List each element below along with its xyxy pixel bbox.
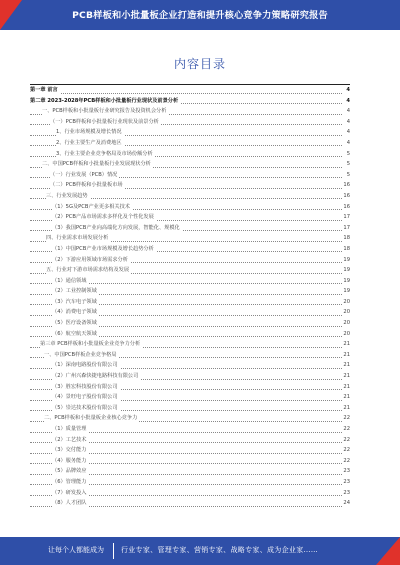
toc-entry-page: 18 <box>342 233 350 244</box>
toc-entry[interactable] <box>30 96 350 107</box>
toc-entry[interactable] <box>30 106 350 117</box>
toc-entry-title: （2）工艺技术 <box>52 435 88 446</box>
toc-entry-page: 17 <box>342 223 350 234</box>
toc-entry-title: （8）人才团队 <box>52 498 88 509</box>
toc-entry[interactable] <box>30 170 350 181</box>
toc-entry[interactable] <box>30 498 350 509</box>
toc-entry-page: 21 <box>342 371 350 382</box>
toc-entry-page: 4 <box>346 138 350 149</box>
toc-heading: 内容目录 <box>173 57 226 71</box>
toc-entry-title: 三、行业发展趋势 <box>46 191 90 202</box>
toc-dot-leader <box>30 85 342 94</box>
toc-entry-title: （3）交付能力 <box>52 445 88 456</box>
toc-entry-title: （一）行业发展（PCB）情况 <box>50 170 119 181</box>
toc-entry-title: （2）工业控制领域 <box>52 286 99 297</box>
toc-entry[interactable] <box>30 265 350 276</box>
toc-entry[interactable] <box>30 371 350 382</box>
footer-slogan-right: 行业专家、管理专家、营销专家、战略专家、成为企业家…… <box>121 546 319 554</box>
toc-entry-title: （2）PCB产品市场需求多样化及个性化发展 <box>52 212 156 223</box>
toc-entry-page: 19 <box>342 265 350 276</box>
toc-entry[interactable] <box>30 329 350 340</box>
toc-entry[interactable] <box>30 435 350 446</box>
toc-entry-title: （5）医疗设备领域 <box>52 318 99 329</box>
toc-entry-page: 4 <box>346 117 350 128</box>
table-of-contents <box>30 85 350 509</box>
toc-entry[interactable] <box>30 212 350 223</box>
toc-entry-page: 21 <box>342 339 350 350</box>
toc-entry-page: 22 <box>342 456 350 467</box>
toc-entry-page: 20 <box>342 318 350 329</box>
toc-entry-title: （1）通信领域 <box>52 276 88 287</box>
toc-entry-page: 24 <box>342 498 350 509</box>
toc-entry-page: 20 <box>342 307 350 318</box>
toc-entry-title: 二、PCB样板和小批量板企业核心竞争力 <box>44 413 139 424</box>
toc-entry-title: （4）景旺电子股份有限公司 <box>52 392 120 403</box>
toc-entry-page: 4 <box>346 106 350 117</box>
toc-entry-title: （3）胜宏科技股份有限公司 <box>52 382 120 393</box>
toc-entry[interactable] <box>30 382 350 393</box>
toc-entry-page: 21 <box>342 350 350 361</box>
toc-entry-title: （2）广州兴森快捷电路科技有限公司 <box>52 371 140 382</box>
toc-entry[interactable] <box>30 159 350 170</box>
toc-entry[interactable] <box>30 127 350 138</box>
toc-entry[interactable] <box>30 392 350 403</box>
toc-entry-title: （2）下游应用领域市场需求分析 <box>52 255 130 266</box>
toc-entry[interactable] <box>30 191 350 202</box>
toc-entry-page: 4 <box>346 127 350 138</box>
toc-entry-page: 19 <box>342 255 350 266</box>
toc-entry[interactable] <box>30 318 350 329</box>
toc-entry-title: 第一章 前言 <box>30 85 60 96</box>
toc-entry-page: 21 <box>342 392 350 403</box>
toc-entry-title: 四、行业需求市场发展分析 <box>46 233 110 244</box>
toc-entry-title: （1）5G及PCB产业更多相关技术 <box>52 202 132 213</box>
toc-entry-page: 17 <box>342 212 350 223</box>
toc-entry[interactable] <box>30 488 350 499</box>
toc-entry-title: （5）崇达技术股份有限公司 <box>52 403 120 414</box>
toc-entry-title: （6）航空航天领域 <box>52 329 99 340</box>
toc-entry-page: 21 <box>342 360 350 371</box>
toc-entry-page: 5 <box>346 159 350 170</box>
toc-entry-page: 21 <box>342 403 350 414</box>
report-header-bar <box>0 0 400 30</box>
toc-entry-page: 22 <box>342 445 350 456</box>
toc-entry-title: （7）研发投入 <box>52 488 88 499</box>
report-footer-bar <box>0 537 400 565</box>
toc-entry[interactable] <box>30 244 350 255</box>
toc-entry-page: 4 <box>345 96 350 107</box>
toc-entry-title: 第二章 2023-2028年PCB样板和小批量板行业现状及前景分析 <box>30 96 180 107</box>
toc-entry-page: 19 <box>342 276 350 287</box>
toc-entry-title: （1）质量管理 <box>52 424 88 435</box>
toc-entry-title: （3）我国PCB产业向高端化方向发展，智能化、规模化 <box>52 223 182 234</box>
toc-entry-page: 22 <box>342 413 350 424</box>
toc-entry-title: 一、PCB样板和小批量板行业研究报告及投资机会分析 <box>42 106 168 117</box>
toc-entry-page: 20 <box>342 329 350 340</box>
toc-entry-title: 1、行业市场规模及增长情况 <box>56 127 124 138</box>
toc-entry-title: 二、中国PCB样板和小批量板行业发展现状分析 <box>42 159 153 170</box>
toc-entry[interactable] <box>30 138 350 149</box>
toc-entry-page: 5 <box>346 170 350 181</box>
toc-entry-page: 18 <box>342 244 350 255</box>
toc-entry-title: 第三章 PCB样板和小批量板企业竞争力分析 <box>40 339 142 350</box>
toc-entry-page: 22 <box>342 435 350 446</box>
toc-entry[interactable] <box>30 307 350 318</box>
toc-entry-title: （一）PCB样板和小批量板行业现状及前景分析 <box>50 117 161 128</box>
toc-entry-page: 23 <box>342 488 350 499</box>
toc-entry-title: （6）管理能力 <box>52 477 88 488</box>
report-title: PCB样板和小批量板企业打造和提升核心竞争力策略研究报告 <box>72 10 328 21</box>
toc-entry[interactable] <box>30 202 350 213</box>
toc-entry[interactable] <box>30 276 350 287</box>
toc-entry-title: （4）消费电子领域 <box>52 307 99 318</box>
toc-entry[interactable] <box>30 255 350 266</box>
toc-entry-title: 五、行业对下游市场需求结构及发展 <box>46 265 131 276</box>
toc-entry-title: 3、行业主要企业竞争格局及市场份额分析 <box>56 149 155 160</box>
toc-entry-page: 16 <box>342 202 350 213</box>
toc-entry[interactable] <box>30 424 350 435</box>
toc-entry-title: （4）服务能力 <box>52 456 88 467</box>
toc-entry[interactable] <box>30 339 350 350</box>
toc-entry-page: 16 <box>342 191 350 202</box>
toc-entry[interactable] <box>30 350 350 361</box>
toc-entry-page: 5 <box>346 149 350 160</box>
toc-entry-title: （5）品牌效应 <box>52 466 88 477</box>
toc-entry-title: （1）深南电路股份有限公司 <box>52 360 120 371</box>
toc-entry-page: 22 <box>342 424 350 435</box>
footer-separator <box>113 543 114 559</box>
toc-entry-page: 20 <box>342 297 350 308</box>
toc-entry[interactable] <box>30 149 350 160</box>
footer-slogan-left: 让每个人都能成为 <box>48 546 104 554</box>
toc-entry-page: 19 <box>342 286 350 297</box>
toc-entry[interactable] <box>30 286 350 297</box>
toc-entry-title: （1）中国PCB产业市场规模及增长趋势分析 <box>52 244 156 255</box>
toc-entry[interactable] <box>30 85 350 96</box>
toc-entry-page: 16 <box>342 180 350 191</box>
toc-entry[interactable] <box>30 117 350 128</box>
toc-entry-page: 4 <box>345 85 350 96</box>
toc-entry[interactable] <box>30 456 350 467</box>
toc-entry[interactable] <box>30 297 350 308</box>
toc-entry[interactable] <box>30 477 350 488</box>
footer-red-corner <box>376 537 400 565</box>
toc-entry[interactable] <box>30 466 350 477</box>
toc-entry-title: （3）汽车电子领域 <box>52 297 99 308</box>
toc-entry[interactable] <box>30 445 350 456</box>
toc-entry[interactable] <box>30 360 350 371</box>
toc-entry-page: 23 <box>342 477 350 488</box>
toc-entry[interactable] <box>30 223 350 234</box>
toc-entry[interactable] <box>30 233 350 244</box>
toc-entry-page: 23 <box>342 466 350 477</box>
toc-entry-title: 2、行业主要生产及消费地区 <box>56 138 124 149</box>
toc-entry[interactable] <box>30 180 350 191</box>
toc-entry-title: （二）PCB样板和小批量板市场 <box>50 180 125 191</box>
toc-entry[interactable] <box>30 403 350 414</box>
toc-entry[interactable] <box>30 413 350 424</box>
toc-entry-title: 一、中国PCB样板企业竞争格局 <box>44 350 119 361</box>
toc-entry-page: 21 <box>342 382 350 393</box>
